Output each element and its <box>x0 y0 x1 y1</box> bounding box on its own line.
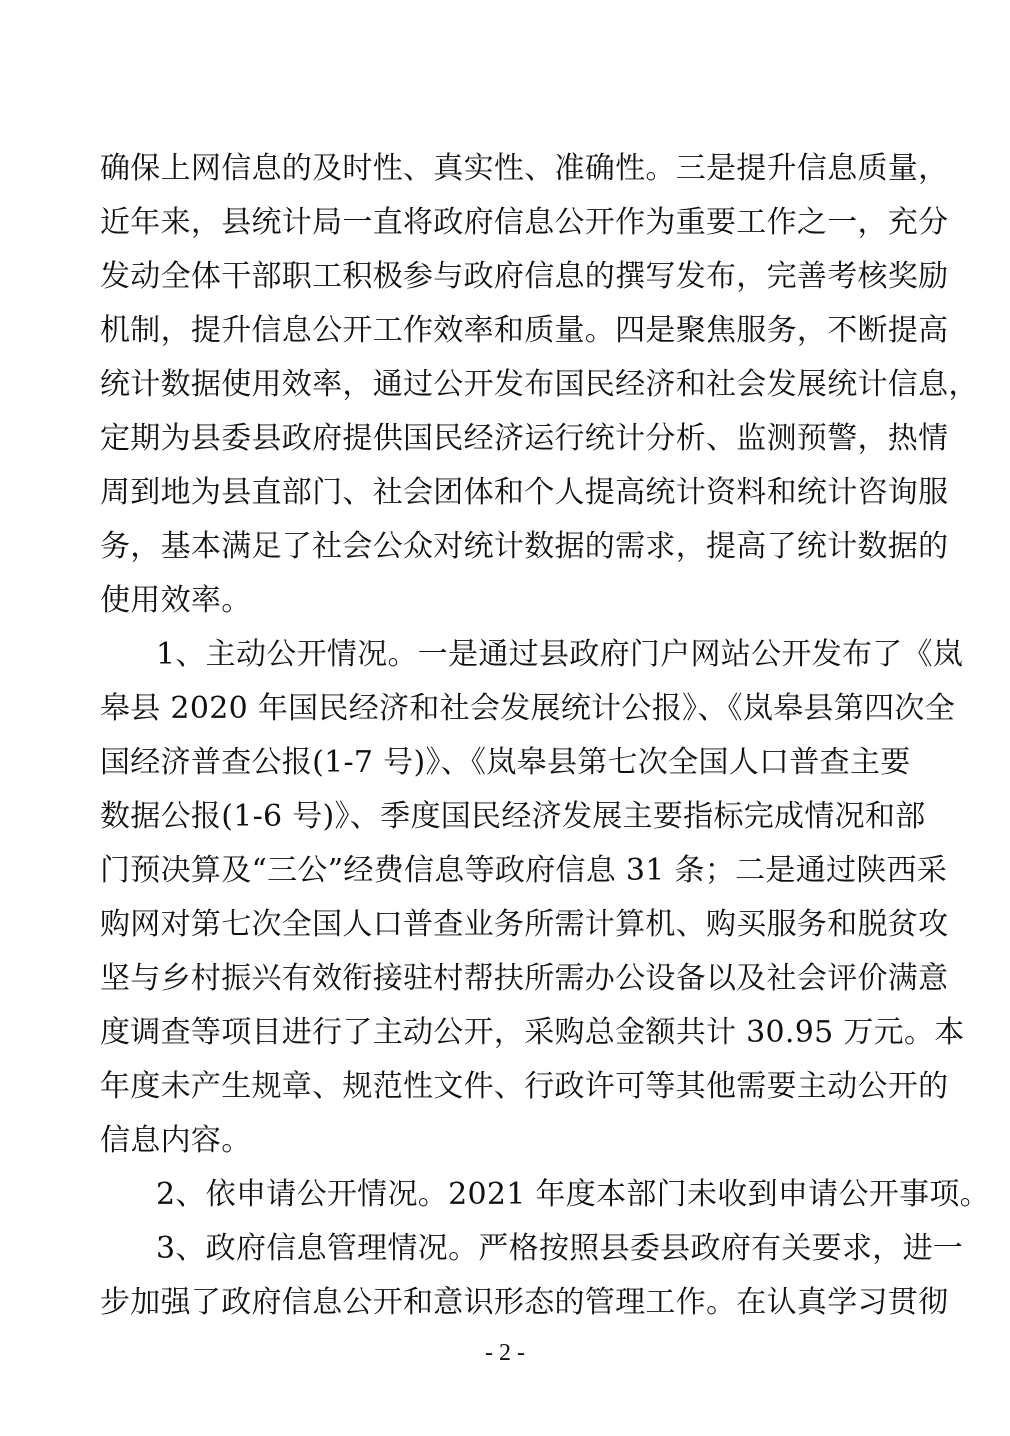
paragraph-start-line: 1、主动公开情况。一是通过县政府门户网站公开发布了《岚 <box>156 637 964 672</box>
text-line: 度调查等项目进行了主动公开，采购总金额共计 30.95 万元。本 <box>100 1015 965 1050</box>
text-line: 近年来，县统计局一直将政府信息公开作为重要工作之一，充分 <box>100 205 949 240</box>
paragraph-start-line: 3、政府信息管理情况。严格按照县委县政府有关要求，进一 <box>156 1231 964 1266</box>
text-line: 国经济普查公报(1-7 号)》、《岚皋县第七次全国人口普查主要 <box>100 745 911 780</box>
text-line: 步加强了政府信息公开和意识形态的管理工作。在认真学习贯彻 <box>100 1285 949 1320</box>
text-line: 确保上网信息的及时性、真实性、准确性。三是提升信息质量， <box>100 151 949 186</box>
text-line: 定期为县委县政府提供国民经济运行统计分析、监测预警，热情 <box>100 421 949 456</box>
text-line: 统计数据使用效率，通过公开发布国民经济和社会发展统计信息， <box>100 367 979 402</box>
text-line: 皋县 2020 年国民经济和社会发展统计公报》、《岚皋县第四次全 <box>100 691 956 726</box>
paragraph-start-line: 2、依申请公开情况。2021 年度本部门未收到申请公开事项。 <box>156 1177 990 1212</box>
text-line: 门预决算及“三公”经费信息等政府信息 31 条；二是通过陕西采 <box>100 853 948 888</box>
text-line: 发动全体干部职工积极参与政府信息的撰写发布，完善考核奖励 <box>100 259 949 294</box>
text-line: 信息内容。 <box>100 1123 252 1158</box>
text-line: 坚与乡村振兴有效衔接驻村帮扶所需办公设备以及社会评价满意 <box>100 961 949 996</box>
body-text <box>100 142 990 1330</box>
text-line: 数据公报(1-6 号)》、季度国民经济发展主要指标完成情况和部 <box>100 799 926 834</box>
text-line: 周到地为县直部门、社会团体和个人提高统计资料和统计咨询服 <box>100 475 949 510</box>
text-line: 年度未产生规章、规范性文件、行政许可等其他需要主动公开的 <box>100 1069 949 1104</box>
text-line: 购网对第七次全国人口普查业务所需计算机、购买服务和脱贫攻 <box>100 907 949 942</box>
text-line: 务，基本满足了社会公众对统计数据的需求，提高了统计数据的 <box>100 529 949 564</box>
page-number: - 2 - <box>485 1340 525 1366</box>
text-line: 使用效率。 <box>100 583 252 618</box>
text-line: 机制，提升信息公开工作效率和质量。四是聚焦服务，不断提高 <box>100 313 949 348</box>
